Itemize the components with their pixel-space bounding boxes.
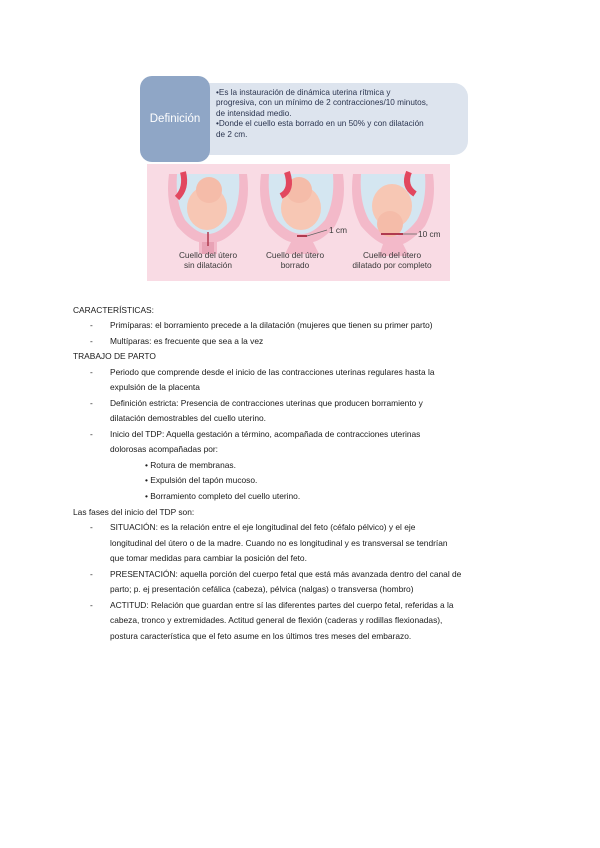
actitud-line: ACTITUD: Relación que guardan entre sí las diferentes partes del cuerpo fetal, referidas a la [110, 600, 454, 610]
definition-box [140, 76, 470, 162]
caption-line: dilatado por completo [352, 260, 432, 270]
caption-stage-1 [166, 250, 250, 270]
situacion-line: longitudinal del útero o de la madre. Cuando no es longitudinal y es transversal se tendrían [110, 538, 448, 548]
uterus-stage-2 [260, 172, 344, 254]
measure-1cm: 1 cm [329, 225, 347, 235]
caption-stage-3 [340, 250, 444, 270]
caption-line: borrado [280, 260, 310, 270]
trabajo-item-3: Inicio del TDP: Aquella gestación a término, acompañada de contracciones uterinas [110, 429, 421, 439]
trabajo-item-2-cont: dilatación demostrables del cuello uterino. [110, 413, 266, 423]
uterus-stage-3 [352, 172, 434, 256]
trabajo-item-2: Definición estricta: Presencia de contracciones uterinas que producen borramiento y [110, 398, 423, 408]
presentacion-line: parto; p. ej presentación cefálica (cabeza), pélvica (nalgas) o transversa (hombro) [110, 584, 414, 594]
actitud-line: postura característica que el feto asume en los últimos tres meses del embarazo. [110, 631, 412, 641]
caracteristicas-heading: CARACTERÍSTICAS: [73, 305, 154, 315]
measure-10cm: 10 cm [418, 229, 441, 239]
presentacion-line: PRESENTACIÓN: aquella porción del cuerpo fetal que está más avanzada dentro del canal de [110, 569, 462, 579]
definition-line: progresiva, con un mínimo de 2 contracciones/10 minutos, [216, 98, 429, 108]
caracteristicas-item: Multíparas: es frecuente que sea a la vez [110, 336, 264, 346]
trabajo-item-3-cont: dolorosas acompañadas por: [110, 444, 219, 454]
bullet-dash: - [90, 320, 93, 330]
caracteristicas-item: Primíparas: el borramiento precede a la dilatación (mujeres que tienen su primer parto) [110, 320, 433, 330]
trabajo-subitem: • Rotura de membranas. [145, 460, 236, 470]
definition-label: Definición [140, 76, 210, 162]
situacion-line: que tomar medidas para cambiar la posición del feto. [110, 553, 307, 563]
actitud-line: cabeza, tronco y extremidades. Actitud general de flexión (caderas y rodillas flexionadas), [110, 615, 443, 625]
bullet-dash: - [90, 522, 93, 532]
trabajo-item-1-cont: expulsión de la placenta [110, 382, 200, 392]
bullet-dash: - [90, 336, 93, 346]
trabajo-subitem: • Borramiento completo del cuello uterino. [145, 491, 301, 501]
caption-line: Cuello del útero [362, 250, 422, 260]
caption-line: Cuello del útero [265, 250, 325, 260]
definition-line: •Es la instauración de dinámica uterina rítmica y [216, 88, 391, 97]
bullet-dash: - [90, 367, 93, 377]
definition-line: de intensidad medio. [216, 108, 292, 118]
uterus-stage-1 [168, 172, 248, 254]
bullet-dash: - [90, 600, 93, 610]
caption-line: Cuello del útero [178, 250, 238, 260]
trabajo-subitem: • Expulsión del tapón mucoso. [145, 475, 258, 485]
situacion-line: SITUACIÓN: es la relación entre el eje longitudinal del feto (céfalo pélvico) y el eje [110, 522, 416, 532]
definition-line: •Donde el cuello esta borrado en un 50% y con dilatación [216, 119, 424, 129]
definition-line: de 2 cm. [216, 129, 248, 139]
fases-heading: Las fases del inicio del TDP son: [73, 507, 195, 517]
trabajo-item-1: Periodo que comprende desde el inicio de las contracciones uterinas regulares hasta la [110, 367, 435, 377]
caption-line: sin dilatación [184, 260, 232, 270]
caption-stage-2 [253, 250, 337, 270]
trabajo-heading: TRABAJO DE PARTO [73, 351, 156, 361]
bullet-dash: - [90, 429, 93, 439]
bullet-dash: - [90, 398, 93, 408]
definition-text [216, 88, 464, 140]
bullet-dash: - [90, 569, 93, 579]
